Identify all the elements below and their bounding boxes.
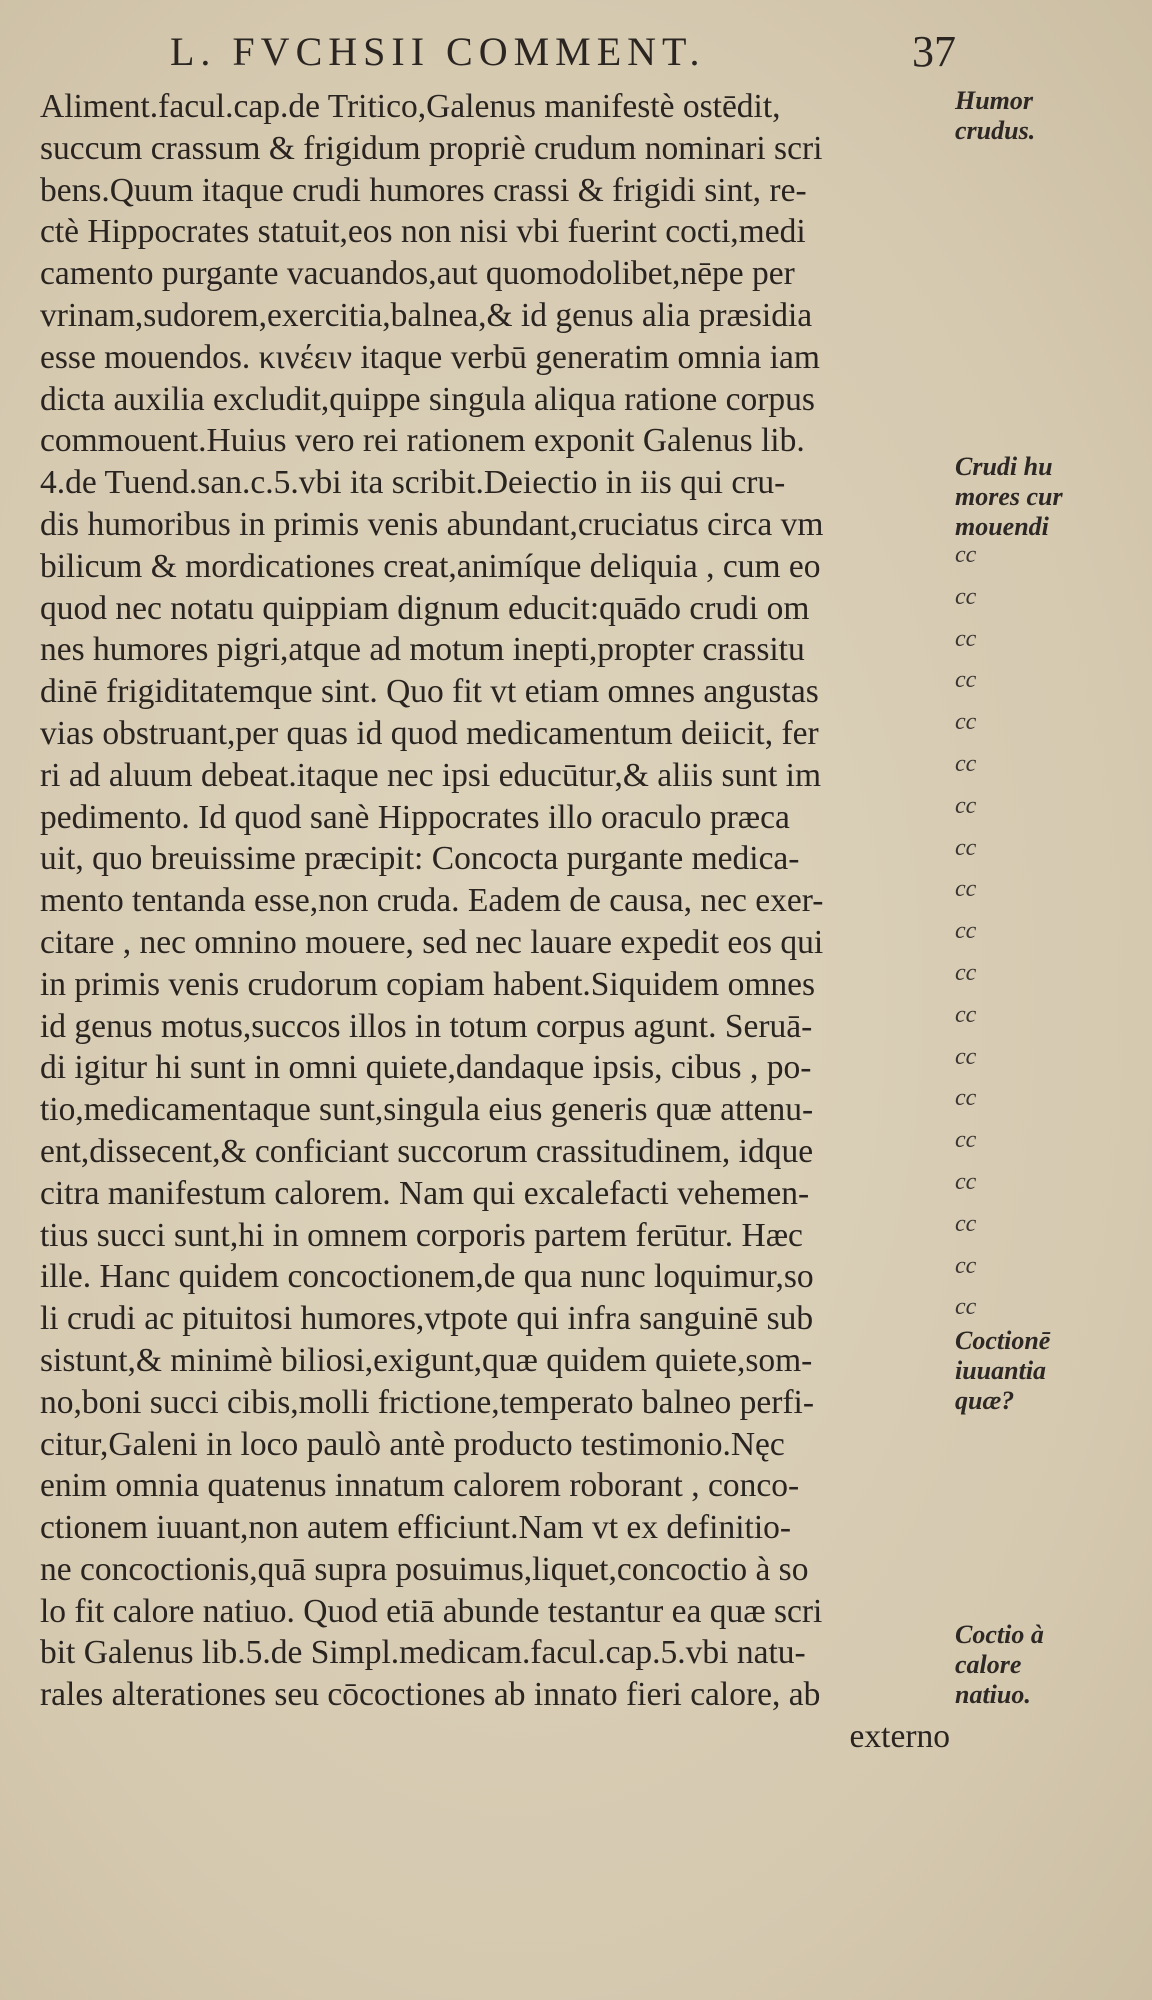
page-number: 37 bbox=[912, 27, 956, 76]
text-line: dinē frigiditatemque sint. Quo fit vt etiam omnes angustas bbox=[40, 673, 819, 711]
margin-note-line: mores cur bbox=[955, 482, 1063, 511]
quotation-mark: cc bbox=[955, 1252, 977, 1279]
text-line: pedimento. Id quod sanè Hippocrates illo oraculo præca bbox=[40, 798, 790, 836]
text-line: bit Galenus lib.5.de Simpl.medicam.facul.cap.5.vbi natu- bbox=[40, 1634, 806, 1672]
text-line: ille. Hanc quidem concoctionem,de qua nunc loquimur,so bbox=[40, 1258, 814, 1296]
text-line: ctionem iuuant,non autem efficiunt.Nam vt ex definitio- bbox=[40, 1509, 792, 1547]
text-line: no,boni succi cibis,molli frictione,temperato balneo perfi- bbox=[40, 1383, 814, 1421]
quotation-marks-column bbox=[955, 535, 995, 1329]
quotation-mark: cc bbox=[955, 959, 977, 986]
quotation-mark: cc bbox=[955, 792, 977, 819]
body-text bbox=[40, 86, 950, 1758]
text-line: commouent.Huius vero rei rationem exponit Galenus lib. bbox=[40, 422, 805, 460]
text-line: citare , nec omnino mouere, sed nec lauare expedit eos qui bbox=[40, 923, 824, 961]
text-line: bilicum & mordicationes creat,animíque deliquia , cum eo bbox=[40, 547, 821, 585]
text-line: id genus motus,succos illos in totum corpus agunt. Seruā- bbox=[40, 1007, 813, 1045]
margin-note-line: Coctionē bbox=[955, 1326, 1051, 1355]
margin-note-line: calore bbox=[955, 1650, 1022, 1679]
text-line: citur,Galeni in loco paulò antè producto testimonio.Nęc bbox=[40, 1425, 785, 1463]
text-line: citra manifestum calorem. Nam qui excalefacti vehemen- bbox=[40, 1174, 810, 1212]
text-line: nes humores pigri,atque ad motum inepti,propter crassitu bbox=[40, 631, 805, 669]
text-line: ri ad aluum debeat.itaque nec ipsi educūtur,& aliis sunt im bbox=[40, 756, 822, 794]
quotation-mark: cc bbox=[955, 750, 977, 777]
quotation-mark: cc bbox=[955, 1001, 977, 1028]
quotation-mark: cc bbox=[955, 1085, 977, 1112]
text-line: li crudi ac pituitosi humores,vtpote qui infra sanguinē sub bbox=[40, 1300, 814, 1338]
text-line: rales alterationes seu cōcoctiones ab innato fieri calore, ab bbox=[40, 1676, 821, 1714]
quotation-mark: cc bbox=[955, 583, 977, 610]
text-line: Aliment.facul.cap.de Tritico,Galenus manifestè ostēdit, bbox=[40, 88, 781, 125]
text-line: sistunt,& minimè biliosi,exigunt,quæ quidem quiete,som- bbox=[40, 1341, 813, 1379]
text-line: bens.Quum itaque crudi humores crassi & frigidi sint, re- bbox=[40, 171, 807, 209]
text-line: enim omnia quatenus innatum calorem roborant , conco- bbox=[40, 1467, 800, 1505]
text-line: vrinam,sudorem,exercitia,balnea,& id genus alia præsidia bbox=[40, 296, 813, 334]
quotation-mark: cc bbox=[955, 709, 977, 736]
text-line: dicta auxilia excludit,quippe singula aliqua ratione corpus bbox=[40, 380, 815, 418]
text-line: quod nec notatu quippiam dignum educit:quādo crudi om bbox=[40, 589, 810, 627]
margin-note-line: Coctio à bbox=[955, 1620, 1044, 1649]
text-line: tius succi sunt,hi in omnem corporis partem ferūtur. Hæc bbox=[40, 1216, 803, 1254]
margin-note-line: iuuantia bbox=[955, 1356, 1047, 1385]
margin-note-line: mouendi bbox=[955, 512, 1049, 541]
quotation-mark: cc bbox=[955, 667, 977, 694]
text-line: esse mouendos. κινέειν itaque verbū generatim omnia iam bbox=[40, 338, 820, 376]
text-line: uit, quo breuissime præcipit: Concocta purgante medica- bbox=[40, 840, 800, 878]
quotation-mark: cc bbox=[955, 1127, 977, 1154]
text-line: camento purgante vacuandos,aut quomodolibet,nēpe per bbox=[40, 255, 795, 293]
text-line: vias obstruant,per quas id quod medicamentum deiicit, fer bbox=[40, 714, 819, 752]
text-line: lo fit calore natiuo. Quod etiā abunde testantur ea quæ scri bbox=[40, 1592, 823, 1630]
text-line: mento tentanda esse,non cruda. Eadem de causa, nec exer- bbox=[40, 882, 824, 920]
quotation-mark: cc bbox=[955, 1043, 977, 1070]
text-line: ent,dissecent,& conficiant succorum crassitudinem, idque bbox=[40, 1132, 814, 1170]
text-line: in primis venis crudorum copiam habent.Siquidem omnes bbox=[40, 965, 816, 1003]
margin-note-coctione bbox=[955, 1326, 1050, 1416]
text-line: ne concoctionis,quā supra posuimus,liquet,concoctio à so bbox=[40, 1550, 809, 1588]
quotation-mark: cc bbox=[955, 834, 977, 861]
margin-note-line: Humor bbox=[955, 86, 1034, 115]
text-line: ctè Hippocrates statuit,eos non nisi vbi fuerint cocti,medi bbox=[40, 213, 806, 251]
margin-note-crudi bbox=[955, 452, 1063, 542]
text-line: dis humoribus in primis venis abundant,cruciatus circa vm bbox=[40, 505, 824, 543]
margin-note-line: Crudi hu bbox=[955, 452, 1053, 481]
margin-note-line: natiuo. bbox=[955, 1680, 1031, 1709]
quotation-mark: cc bbox=[955, 1294, 977, 1321]
text-line: tio,medicamentaque sunt,singula eius generis quæ attenu- bbox=[40, 1091, 814, 1129]
quotation-mark: cc bbox=[955, 876, 977, 903]
quotation-mark: cc bbox=[955, 1210, 977, 1237]
margin-note-line: quæ? bbox=[955, 1386, 1015, 1415]
catchword: externo bbox=[849, 1718, 950, 1756]
text-line: di igitur hi sunt in omni quiete,dandaque ipsis, cibus , po- bbox=[40, 1049, 812, 1087]
margin-note-humor bbox=[955, 86, 1035, 146]
margin-note-coctio bbox=[955, 1620, 1044, 1710]
margin-note-line: crudus. bbox=[955, 116, 1036, 145]
running-head: L. FVCHSII COMMENT. bbox=[170, 29, 706, 74]
text-line: 4.de Tuend.san.c.5.vbi ita scribit.Deiectio in iis qui cru- bbox=[40, 464, 786, 502]
quotation-mark: cc bbox=[955, 1168, 977, 1195]
quotation-mark: cc bbox=[955, 542, 977, 568]
quotation-mark: cc bbox=[955, 918, 977, 945]
quotation-mark: cc bbox=[955, 625, 977, 652]
text-line: succum crassum & frigidum propriè crudum nominari scri bbox=[40, 129, 823, 167]
